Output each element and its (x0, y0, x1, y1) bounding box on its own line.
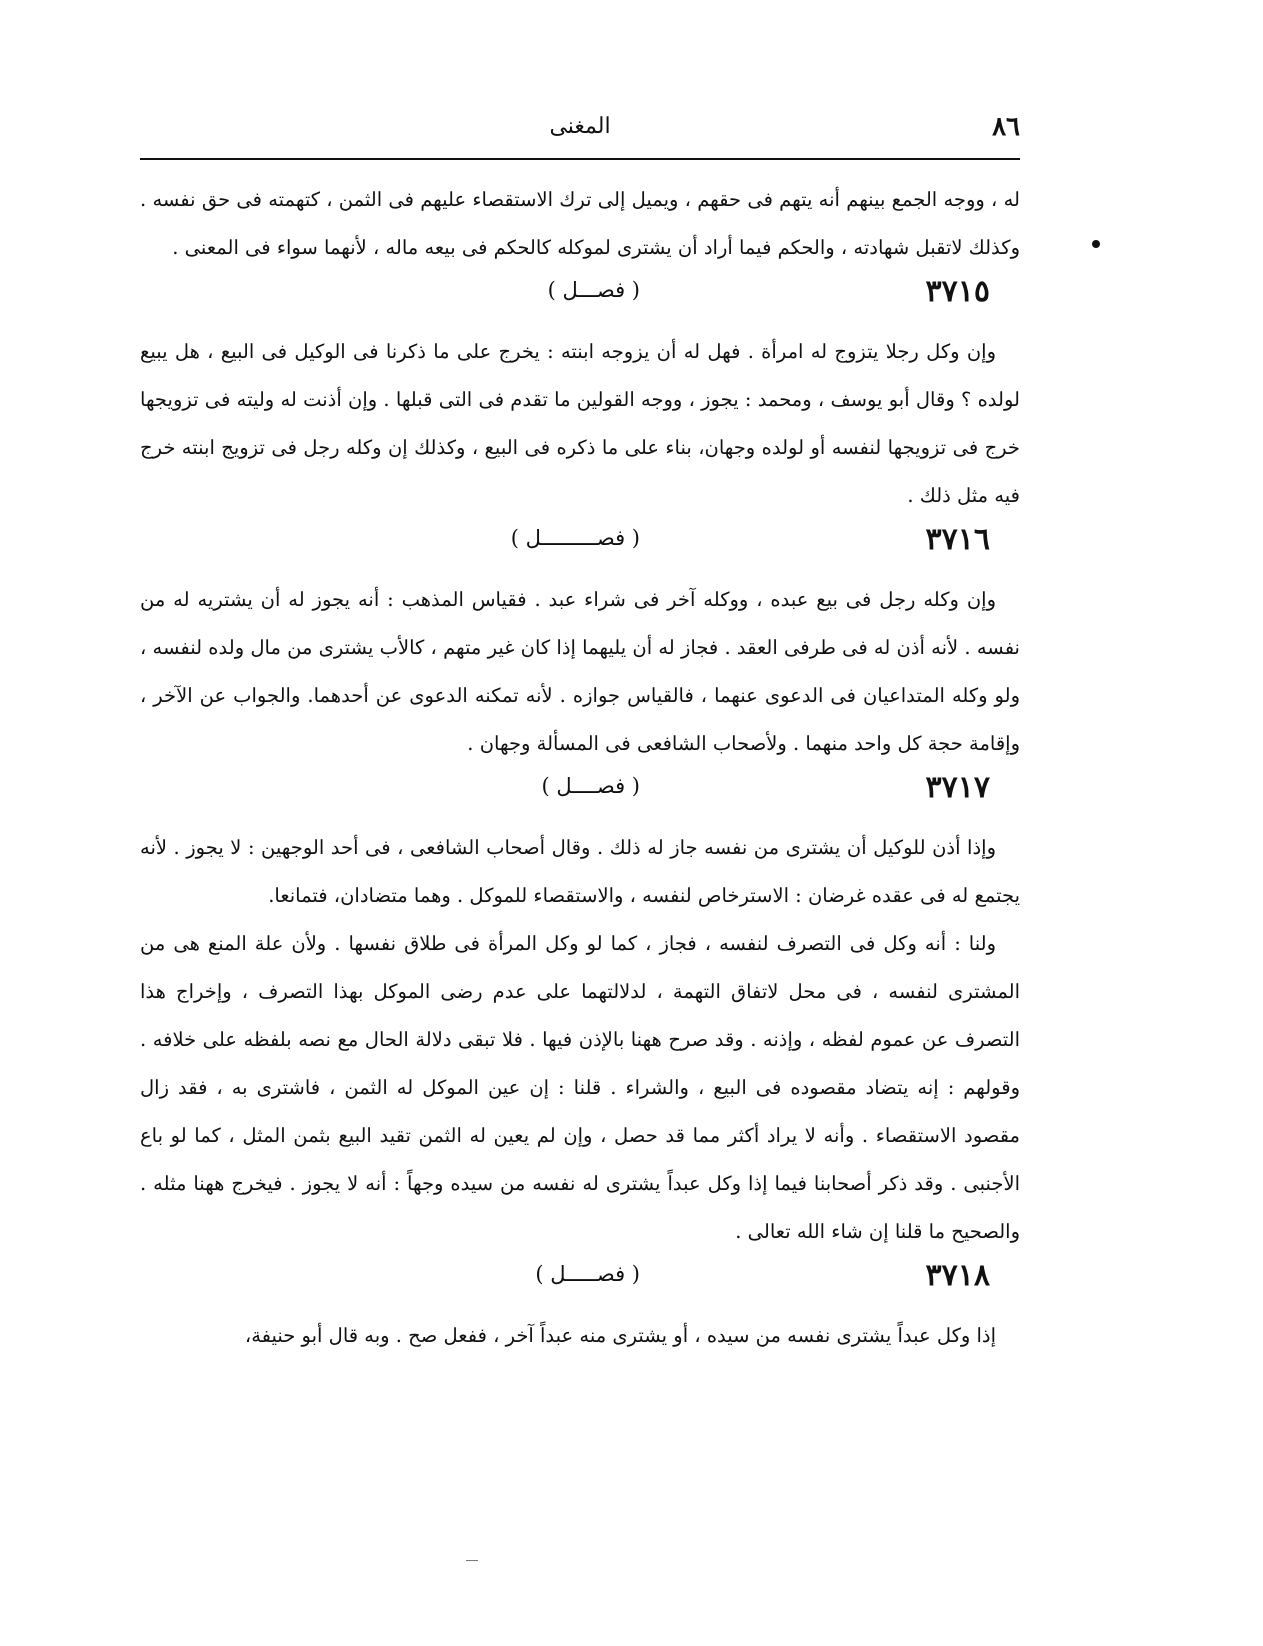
section-number: ٣٧١٨ (925, 1258, 990, 1293)
intro-paragraph: له ، ووجه الجمع بينهم أنه يتهم فى حقهم ، ويميل إلى ترك الاستقصاء عليهم فى الثمن ، كتهمته فى حق نفسه . وكذلك لاتقبل شهادته ، والحكم فيما أراد أن يشترى لموكله كالحكم فى بيعه ماله ، لأنهما سواء فى المعنى . (140, 188, 1020, 259)
section-number: ٣٧١٧ (925, 770, 990, 805)
section-title: ( فصـــــــــل ) (510, 526, 640, 550)
section-heading-3717 (140, 768, 1020, 824)
section-title: ( فصـــــل ) (535, 1262, 640, 1286)
section-number: ٣٧١٦ (925, 522, 990, 557)
page-header (140, 108, 1020, 158)
section-paragraph: وإذا أذن للوكيل أن يشترى من نفسه جاز له ذلك . وقال أصحاب الشافعى ، فى أحد الوجهين : لا يجوز . لأنه يجتمع له فى عقده غرضان : الاسترخاص لنفسه ، والاستقصاء للموكل . وهما متضادان، فتمانعا. (140, 836, 1020, 907)
section-heading-3715 (140, 272, 1020, 328)
header-rule (140, 158, 1020, 160)
section-paragraph: إذا وكل عبداً يشترى نفسه من سيده ، أو يشترى منه عبداً آخر ، ففعل صح . وبه قال أبو حنيفة، (244, 1324, 996, 1347)
section-number: ٣٧١٥ (925, 274, 990, 309)
section-paragraph: وإن وكل رجلا يتزوج له امرأة . فهل له أن يزوجه ابنته : يخرج على ما ذكرنا فى الوكيل فى البيع ، هل يبيع لولده ؟ وقال أبو يوسف ، ومحمد : يجوز ، ووجه القولين ما تقدم فى التى قبلها . وإن أذنت له وليته فى تزويجها خرج فى تزويجها لنفسه أو لولده وجهان، بناء على ما ذكره فى البيع ، وكذلك إن وكله رجل فى تزويج ابنته خرج فيه مثل ذلك . (140, 340, 1020, 507)
section-paragraph: ولنا : أنه وكل فى التصرف لنفسه ، فجاز ، كما لو وكل المرأة فى طلاق نفسها . ولأن علة المنع هى من المشترى لنفسه ، فى محل لاتفاق التهمة ، لدلالتهما على عدم رضى الموكل بهذا التصرف ، وإخراج هذا التصرف عن عموم لفظه ، وإذنه . وقد صرح ههنا بالإذن فيها . فلا تبقى دلالة الحال مع نصه بلفظه على خلافه . وقولهم : إنه يتضاد مقصوده فى البيع ، والشراء . قلنا : إن عين الموكل له الثمن ، فاشترى به ، فقد زال مقصود الاستقصاء . وأنه لا يراد أكثر مما قد حصل ، وإن لم يعين له الثمن تقيد البيع بثمن المثل ، كما لو باع الأجنبى . وقد ذكر أصحابنا فيما إذا وكل عبداً يشترى له نفسه من سيده وجهاً : أنه لا يجوز . فيخرج ههنا مثله . والصحيح ما قلنا إن شاء الله تعالى . (140, 932, 1020, 1243)
section-paragraph: وإن وكله رجل فى بيع عبده ، ووكله آخر فى شراء عبد . فقياس المذهب : أنه يجوز له أن يشتريه له من نفسه . لأنه أذن له فى طرفى العقد . فجاز له أن يليهما إذا كان غير متهم ، كالأب يشترى من مال ولده لنفسه ، ولو وكله المتداعيان فى الدعوى عنهما ، فالقياس جوازه . لأنه تمكنه الدعوى عن أحدهما. والجواب عن الآخر ، وإقامة حجة كل واحد منهما . ولأصحاب الشافعى فى المسألة وجهان . (140, 588, 1020, 755)
page-number: ٨٦ (992, 112, 1020, 142)
bottom-mark (466, 1560, 478, 1561)
section-title: ( فصــــل ) (541, 774, 640, 798)
margin-dot (1092, 240, 1100, 248)
section-heading-3718 (140, 1256, 1020, 1312)
section-heading-3716 (140, 520, 1020, 576)
running-title: المغنى (549, 114, 611, 139)
document-body (140, 176, 1020, 1360)
section-title: ( فصـــل ) (547, 278, 640, 302)
